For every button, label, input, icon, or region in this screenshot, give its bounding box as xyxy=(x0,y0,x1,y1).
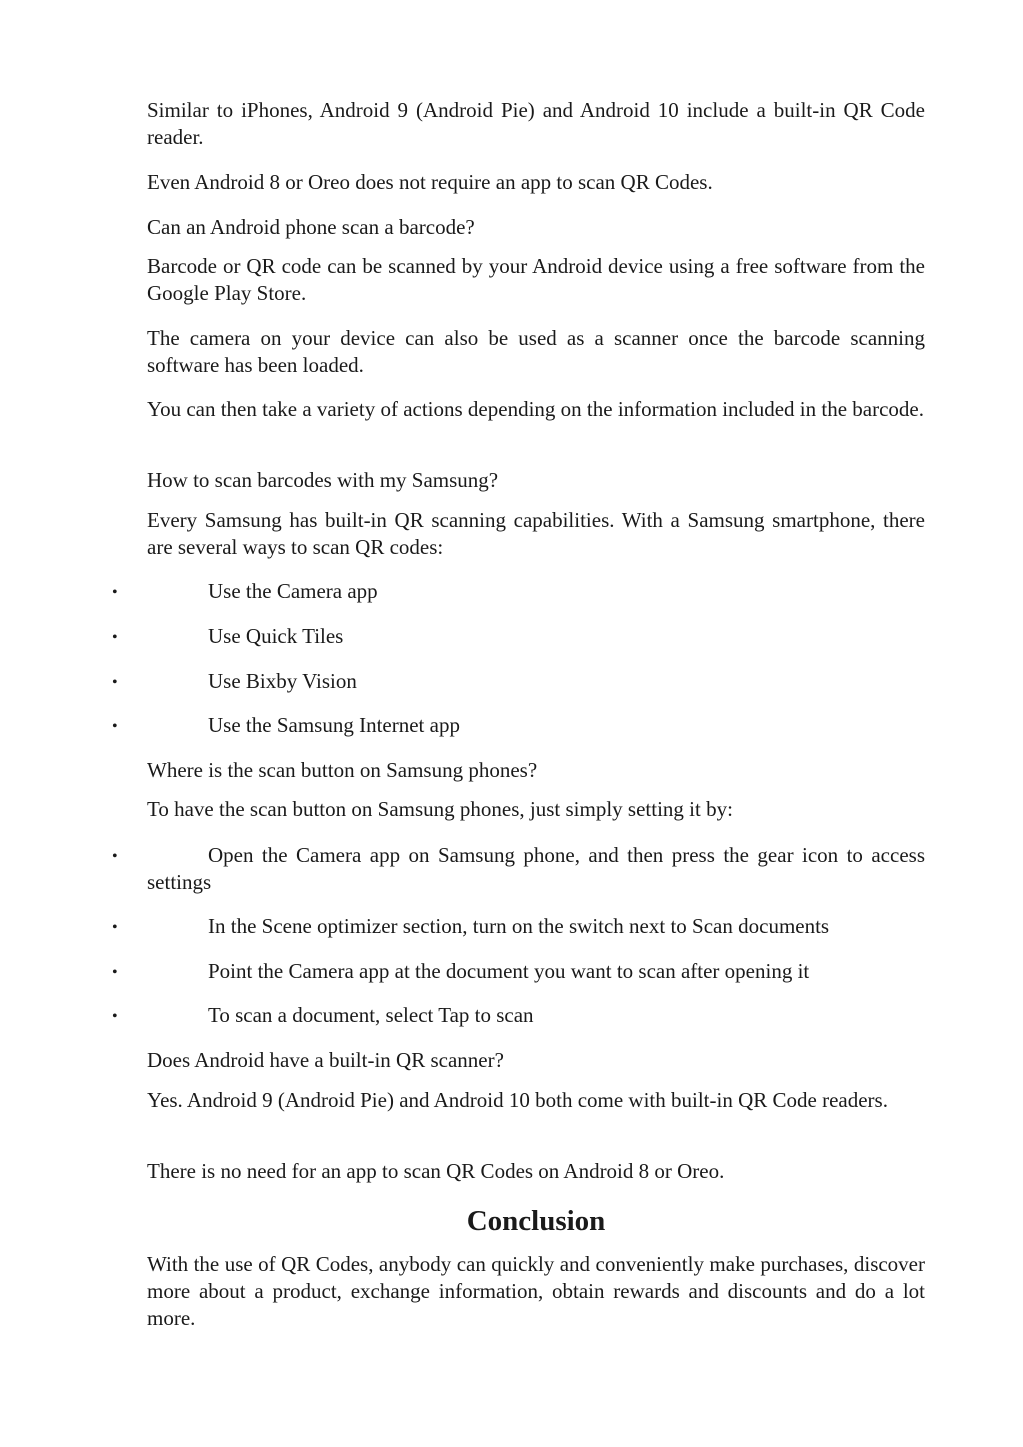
list-item xyxy=(112,668,925,695)
paragraph: The camera on your device can also be used as a scanner once the barcode scanning software has been loaded. xyxy=(147,326,925,377)
question-heading: Can an Android phone scan a barcode? xyxy=(147,215,475,239)
bullet-icon: • xyxy=(112,629,118,646)
question-heading: How to scan barcodes with my Samsung? xyxy=(147,468,499,492)
list-item xyxy=(112,913,925,940)
list-item xyxy=(112,958,925,985)
paragraph: Barcode or QR code can be scanned by your Android device using a free software from the Google Play Store. xyxy=(147,254,925,305)
paragraph: Yes. Android 9 (Android Pie) and Android 10 both come with built-in QR Code readers. xyxy=(147,1088,888,1112)
paragraph: Even Android 8 or Oreo does not require an app to scan QR Codes. xyxy=(147,170,713,194)
list-item-text: To scan a document, select Tap to scan xyxy=(208,1003,534,1027)
paragraph: Similar to iPhones, Android 9 (Android Pie) and Android 10 include a built-in QR Code reader. xyxy=(147,98,925,149)
paragraph: You can then take a variety of actions depending on the information included in the barcode. xyxy=(147,397,924,421)
paragraph: Every Samsung has built-in QR scanning capabilities. With a Samsung smartphone, there are several ways to scan QR codes: xyxy=(147,508,925,559)
conclusion-heading: Conclusion xyxy=(466,1205,606,1237)
bullet-icon: • xyxy=(112,674,118,691)
question-heading: Does Android have a built-in QR scanner? xyxy=(147,1048,504,1072)
list-item xyxy=(112,712,925,739)
bullet-icon: • xyxy=(112,1008,118,1025)
bullet-icon: • xyxy=(112,919,118,936)
bullet-icon: • xyxy=(112,848,118,865)
bullet-icon: • xyxy=(112,584,118,601)
paragraph: There is no need for an app to scan QR Codes on Android 8 or Oreo. xyxy=(147,1159,725,1183)
list-item-text: Use Quick Tiles xyxy=(208,624,344,648)
list-item xyxy=(112,1002,925,1029)
list-item xyxy=(112,578,925,605)
list-item-text: In the Scene optimizer section, turn on the switch next to Scan documents xyxy=(208,914,830,938)
list-item xyxy=(112,842,925,896)
question-heading: Where is the scan button on Samsung phones? xyxy=(147,758,538,782)
bullet-icon: • xyxy=(112,718,118,735)
list-item-text: Open the Camera app on Samsung phone, and then press the gear icon to access settings xyxy=(147,843,925,894)
bullet-icon: • xyxy=(112,964,118,981)
list-item-text: Point the Camera app at the document you want to scan after opening it xyxy=(208,959,810,983)
paragraph: To have the scan button on Samsung phones, just simply setting it by: xyxy=(147,797,733,821)
list-item-text: Use Bixby Vision xyxy=(208,669,357,693)
list-item xyxy=(112,623,925,650)
list-item-text: Use the Camera app xyxy=(208,579,378,603)
list-item-text: Use the Samsung Internet app xyxy=(208,713,460,737)
conclusion-paragraph: With the use of QR Codes, anybody can quickly and conveniently make purchases, discover more about a product, exchange information, obtain rewards and discounts and do a lot more. xyxy=(147,1252,925,1330)
